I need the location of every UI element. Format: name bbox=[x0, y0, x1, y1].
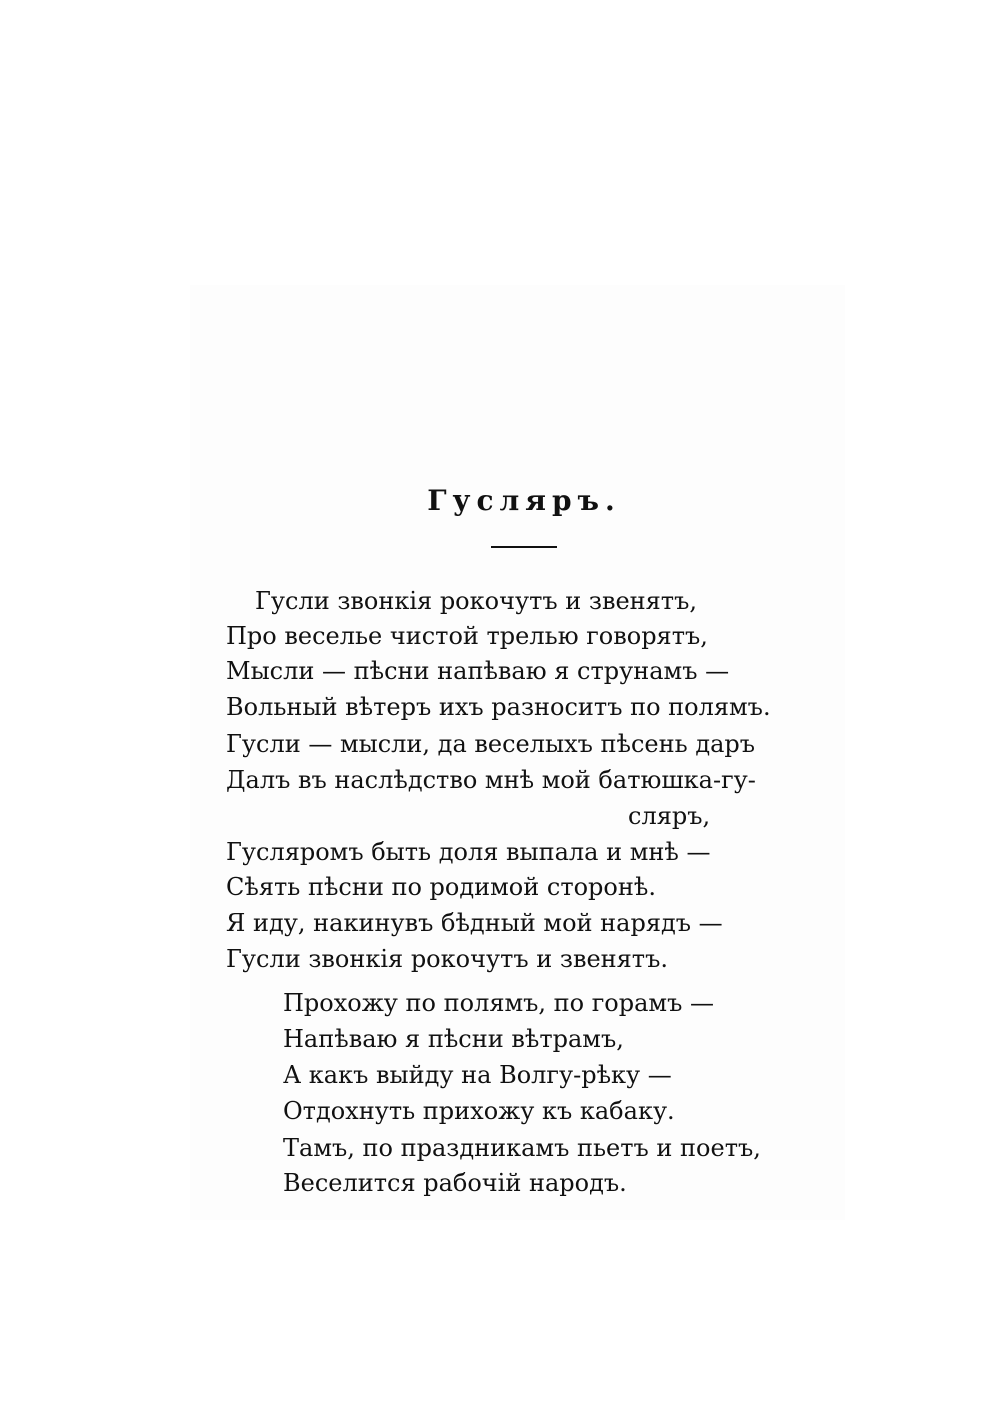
poem-line: Отдохнуть прихожу къ кабаку. bbox=[283, 1097, 675, 1125]
poem-line: Вольный вѣтеръ ихъ разноситъ по полямъ. bbox=[226, 693, 771, 721]
title-rule bbox=[491, 546, 557, 548]
poem-title: Гусляръ. bbox=[427, 484, 621, 517]
poem-line: Прохожу по полямъ, по горамъ — bbox=[283, 989, 714, 1017]
poem-line: Тамъ, по праздникамъ пьетъ и поетъ, bbox=[283, 1134, 761, 1162]
poem-line: Гусли — мысли, да веселыхъ пѣсень даръ bbox=[226, 730, 756, 758]
poem-line: А какъ выйду на Волгу-рѣку — bbox=[283, 1061, 672, 1089]
poem-line: Далъ въ наслѣдство мнѣ мой батюшка-гу- bbox=[226, 766, 756, 794]
poem-line: Гусли звонкія рокочутъ и звенятъ, bbox=[255, 587, 697, 615]
poem-line: Гусляромъ быть доля выпала и мнѣ — bbox=[226, 838, 711, 866]
poem-line: Мысли — пѣсни напѣваю я струнамъ — bbox=[226, 657, 730, 685]
poem-line: Про веселье чистой трелью говорятъ, bbox=[226, 622, 708, 650]
poem-line: сляръ, bbox=[628, 802, 711, 830]
poem-line: Веселится рабочій народъ. bbox=[283, 1169, 627, 1197]
poem-line: Напѣваю я пѣсни вѣтрамъ, bbox=[283, 1025, 624, 1053]
poem-line: Гусли звонкія рокочутъ и звенятъ. bbox=[226, 945, 668, 973]
poem-line: Я иду, накинувъ бѣдный мой нарядъ — bbox=[226, 909, 723, 937]
poem-line: Сѣять пѣсни по родимой сторонѣ. bbox=[226, 873, 656, 901]
